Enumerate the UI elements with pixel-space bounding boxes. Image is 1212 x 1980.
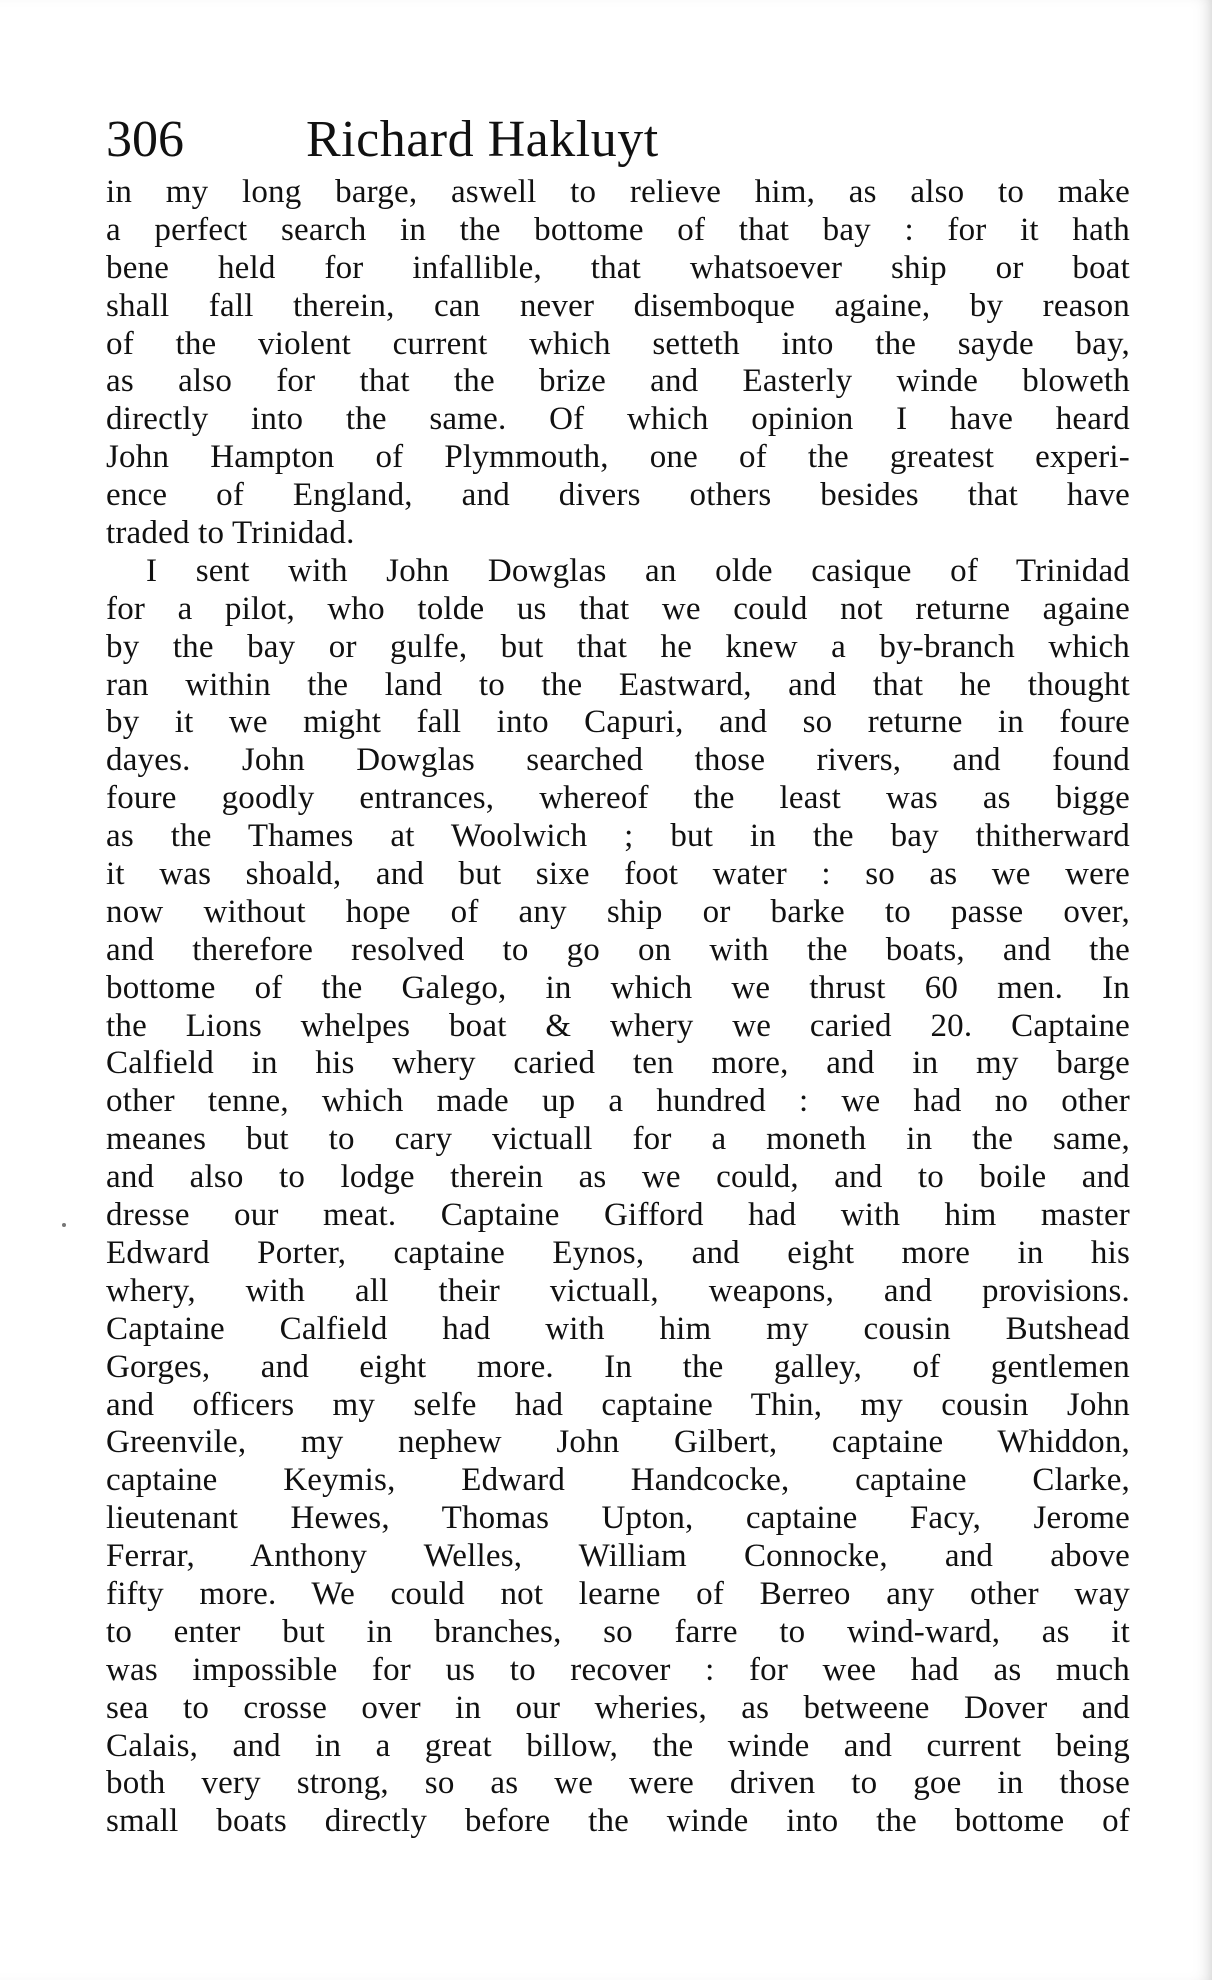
text-line: foure goodly entrances, whereof the least was as bigge	[106, 780, 1130, 817]
paragraph	[106, 553, 1130, 1841]
text-line: small boats directly before the winde into the bottome of	[106, 1803, 1130, 1840]
text-line: captaine Keymis, Edward Handcocke, captaine Clarke,	[106, 1462, 1130, 1499]
text-line: Edward Porter, captaine Eynos, and eight more in his	[106, 1234, 1130, 1271]
text-line: to enter but in branches, so farre to wind-ward, as it	[106, 1613, 1130, 1650]
text-block	[106, 104, 1130, 1841]
text-line: dresse our meat. Captaine Gifford had with him master	[106, 1197, 1130, 1234]
text-line: meanes but to cary victuall for a moneth in the same,	[106, 1121, 1130, 1158]
page-number: 306	[106, 111, 184, 168]
text-line: as also for that the brize and Easterly winde bloweth	[106, 363, 1130, 400]
text-line: ence of England, and divers others besides that have	[106, 477, 1130, 514]
text-line: by it we might fall into Capuri, and so returne in foure	[106, 704, 1130, 741]
text-line: traded to Trinidad.	[106, 515, 355, 552]
text-line: Calfield in his whery caried ten more, and in my barge	[106, 1045, 1130, 1082]
text-line: by the bay or gulfe, but that he knew a by-branch which	[106, 628, 1130, 665]
text-line: other tenne, which made up a hundred : we had no other	[106, 1083, 1130, 1120]
text-line: John Hampton of Plymmouth, one of the greatest experi-	[106, 439, 1130, 476]
text-line: now without hope of any ship or barke to passe over,	[106, 893, 1130, 930]
text-line: as the Thames at Woolwich ; but in the bay thitherward	[106, 818, 1130, 855]
page-header	[106, 104, 1130, 176]
text-line: bottome of the Galego, in which we thrust 60 men. In	[106, 969, 1130, 1006]
margin-speck	[62, 1223, 66, 1227]
text-line: fifty more. We could not learne of Berreo any other way	[106, 1575, 1130, 1612]
text-line: both very strong, so as we were driven to goe in those	[106, 1765, 1130, 1802]
text-line: directly into the same. Of which opinion I have heard	[106, 401, 1130, 438]
text-line: dayes. John Dowglas searched those rivers, and found	[106, 742, 1130, 779]
text-line: ran within the land to the Eastward, and that he thought	[106, 666, 1130, 703]
text-line: whery, with all their victuall, weapons, and provisions.	[106, 1272, 1130, 1309]
text-line: Greenvile, my nephew John Gilbert, captaine Whiddon,	[106, 1424, 1130, 1461]
paragraph	[106, 174, 1130, 553]
text-line: of the violent current which setteth into the sayde bay,	[106, 325, 1130, 362]
text-line: Captaine Calfield had with him my cousin Butshead	[106, 1310, 1130, 1347]
text-line: Ferrar, Anthony Welles, William Connocke, and above	[106, 1538, 1130, 1575]
text-line: for a pilot, who tolde us that we could not returne againe	[106, 590, 1130, 627]
text-line: I sent with John Dowglas an olde casique of Trinidad	[146, 552, 1130, 589]
text-line: and therefore resolved to go on with the boats, and the	[106, 931, 1130, 968]
text-line: it was shoald, and but sixe foot water : so as we were	[106, 856, 1130, 893]
text-line: bene held for infallible, that whatsoever ship or boat	[106, 249, 1130, 286]
text-line: sea to crosse over in our wheries, as betweene Dover and	[106, 1689, 1130, 1726]
text-line: and officers my selfe had captaine Thin, my cousin John	[106, 1386, 1130, 1423]
running-title: Richard Hakluyt	[306, 111, 659, 168]
text-line: shall fall therein, can never disemboque againe, by reason	[106, 287, 1130, 324]
text-line: Calais, and in a great billow, the winde and current being	[106, 1727, 1130, 1764]
text-line: and also to lodge therein as we could, and to boile and	[106, 1159, 1130, 1196]
text-line: Gorges, and eight more. In the galley, of gentlemen	[106, 1348, 1130, 1385]
body-text	[106, 174, 1130, 1841]
text-line: the Lions whelpes boat & whery we caried 20. Captaine	[106, 1007, 1130, 1044]
text-line: was impossible for us to recover : for wee had as much	[106, 1651, 1130, 1688]
text-line: lieutenant Hewes, Thomas Upton, captaine Facy, Jerome	[106, 1500, 1130, 1537]
text-line: a perfect search in the bottome of that bay : for it hath	[106, 211, 1130, 248]
text-line: in my long barge, aswell to relieve him, as also to make	[106, 174, 1130, 210]
